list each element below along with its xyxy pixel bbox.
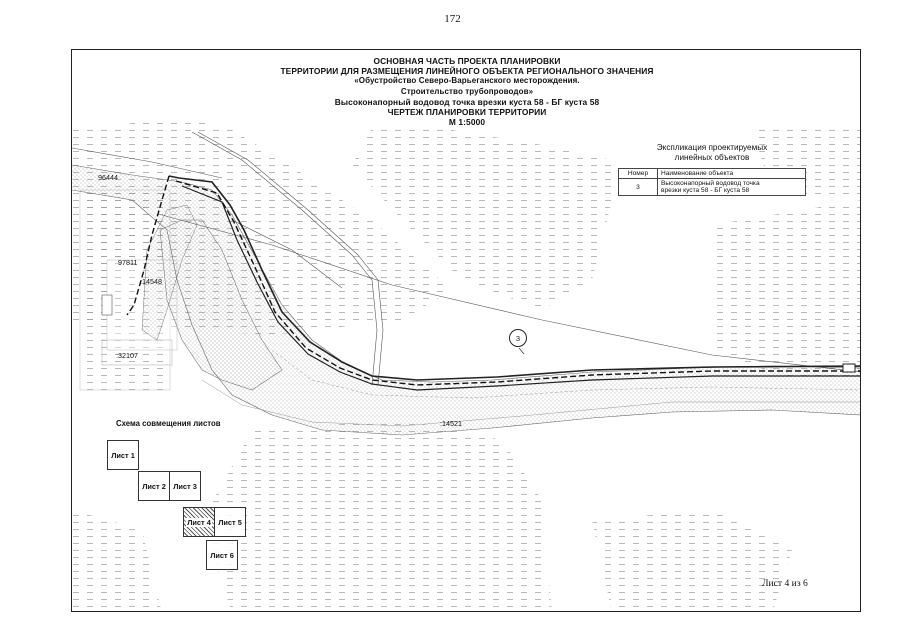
title-line-3: «Обустройство Северо-Варьеганского месторождения. xyxy=(354,76,580,86)
parcel-label-96444: 96444 xyxy=(98,173,118,182)
parcel-label-14521: :14521 xyxy=(440,419,462,428)
legend-title-line-1: Экспликация проектируемых xyxy=(656,143,768,152)
parcel-label-14548: :14548 xyxy=(140,277,162,286)
legend-title-line-2: линейных объектов xyxy=(674,153,750,162)
object-marker xyxy=(519,348,524,354)
title-line-5: Высоконапорный водовод точка врезки куста 58 - БГ куста 58 xyxy=(334,96,600,107)
sheet-label-4: Лист 4 xyxy=(187,517,211,527)
legend-row-name-line-1: Высоконапорный водовод точка xyxy=(661,180,760,187)
legend-header-name: Наименование объекта xyxy=(658,169,806,179)
legend-header-row xyxy=(619,169,806,179)
title-line-6: ЧЕРТЕЖ ПЛАНИРОВКИ ТЕРРИТОРИИ xyxy=(387,107,547,118)
title-scale: М 1:5000 xyxy=(448,117,486,128)
sheet-label-5: Лист 5 xyxy=(218,517,242,527)
legend xyxy=(618,143,806,196)
sheet-box-2 xyxy=(138,471,170,501)
sheet-label-6: Лист 6 xyxy=(210,550,234,560)
sheet-box-6 xyxy=(206,540,238,570)
planning-drawing-frame xyxy=(71,49,861,612)
sheet-label-1: Лист 1 xyxy=(111,450,135,460)
legend-table xyxy=(618,168,806,196)
sheet-label-3: Лист 3 xyxy=(173,481,197,491)
legend-row-name-line-2: врезки куста 58 - БГ куста 58 xyxy=(661,187,750,194)
sheet-scheme-title: Схема совмещения листов xyxy=(116,419,221,428)
page-number: 172 xyxy=(444,13,461,25)
drawing-title-block xyxy=(72,56,861,127)
title-line-4: Строительство трубопроводов» xyxy=(400,86,534,96)
title-line-2: ТЕРРИТОРИИ ДЛЯ РАЗМЕЩЕНИЯ ЛИНЕЙНОГО ОБЪЕКТА РЕГИОНАЛЬНОГО ЗНАЧЕНИЯ xyxy=(280,66,654,77)
parcel-label-97811: 97811 xyxy=(118,258,138,267)
legend-row-number: 3 xyxy=(619,179,658,196)
legend-header-number: Номер xyxy=(619,169,658,179)
sheet-box-1 xyxy=(107,440,139,470)
legend-row xyxy=(619,179,806,196)
sheet-box-4-current xyxy=(183,507,215,537)
parcel-label-32107: :32107 xyxy=(116,351,138,360)
title-line-1: ОСНОВНАЯ ЧАСТЬ ПРОЕКТА ПЛАНИРОВКИ xyxy=(373,56,561,66)
sheet-box-3 xyxy=(169,471,201,501)
sheet-of-label: Лист 4 из 6 xyxy=(762,578,808,589)
sheet-box-5 xyxy=(214,507,246,537)
legend-row-name xyxy=(658,179,806,196)
object-number-circle xyxy=(509,329,527,347)
sheet-label-2: Лист 2 xyxy=(142,481,166,491)
object-number: 3 xyxy=(515,333,521,343)
